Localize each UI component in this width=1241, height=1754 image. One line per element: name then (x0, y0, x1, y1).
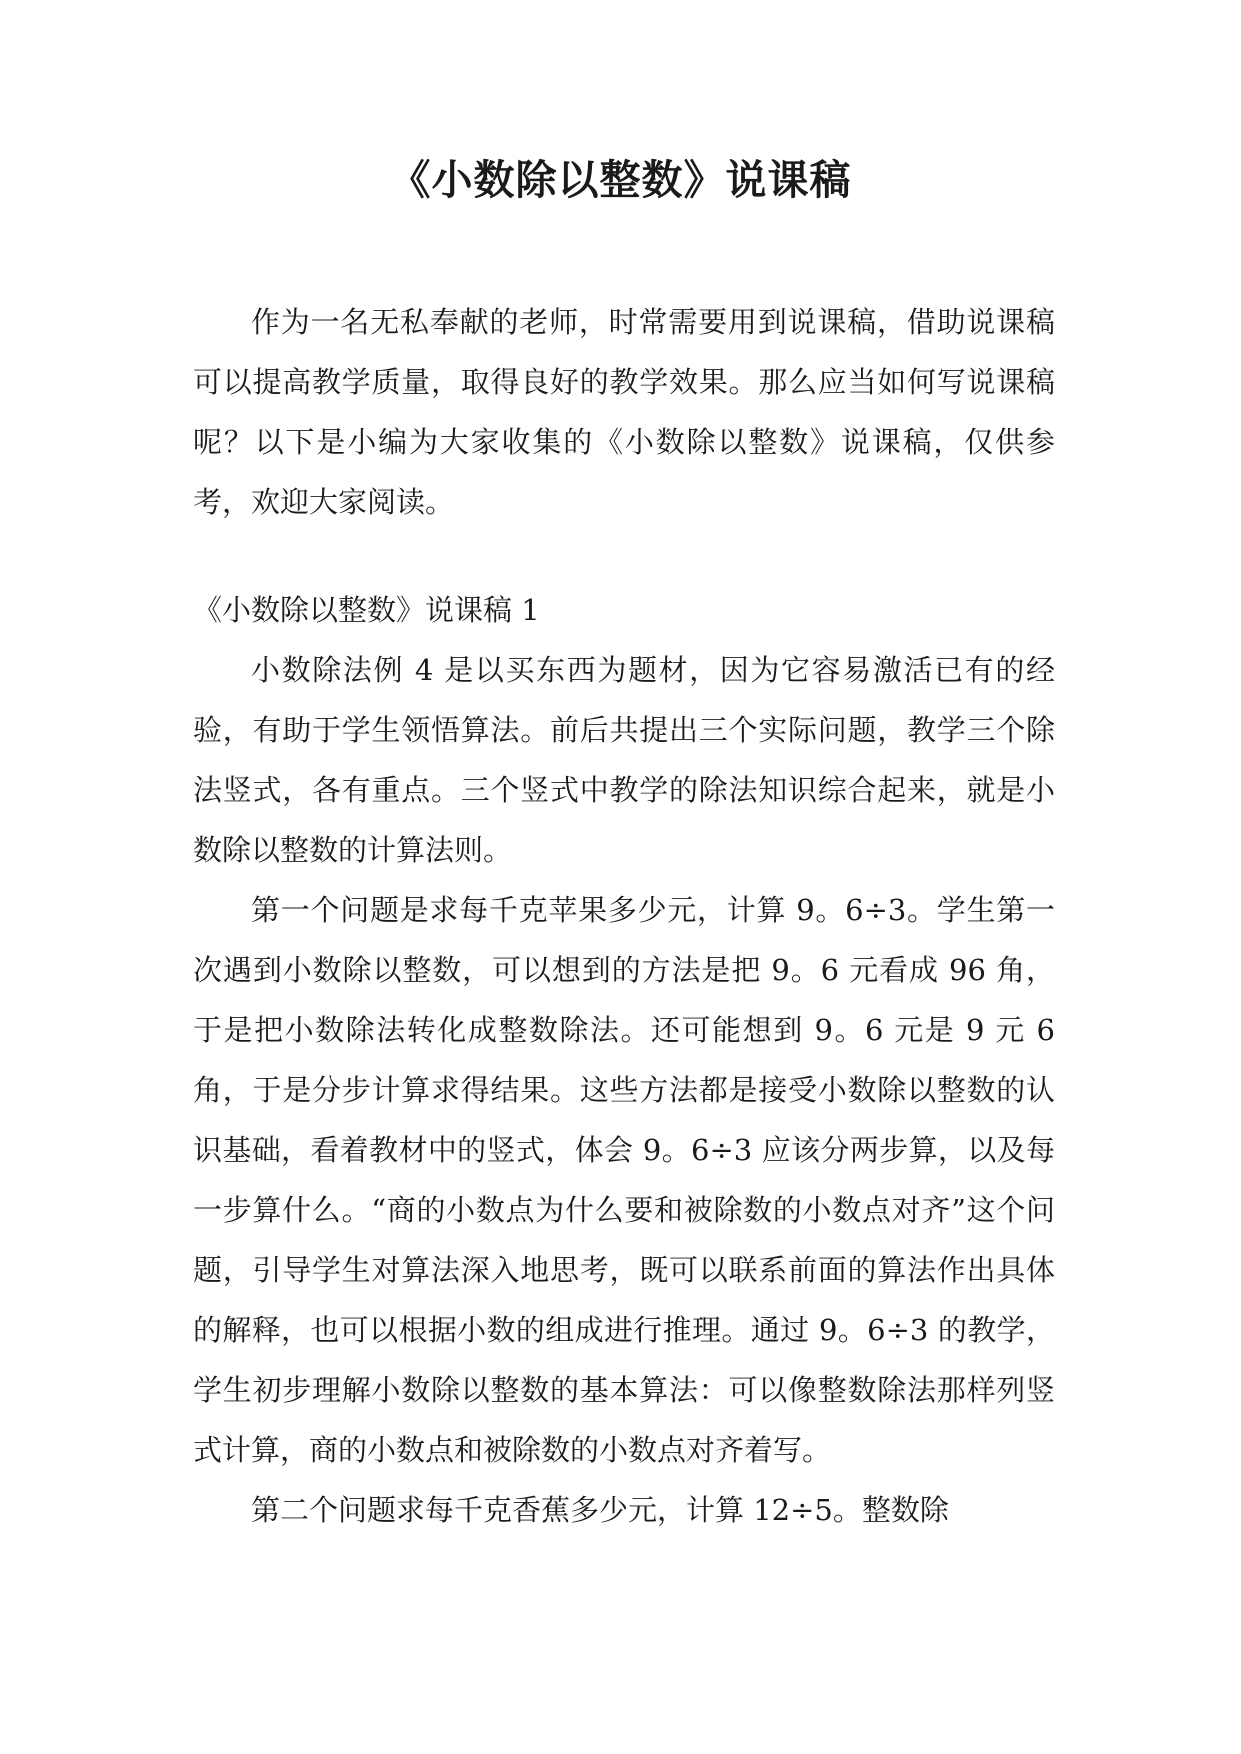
body-paragraph-1: 小数除法例 4 是以买东西为题材，因为它容易激活已有的经验，有助于学生领悟算法。前后共提出三个实际问题，教学三个除法竖式，各有重点。三个竖式中教学的除法知识综合起来，就是小数除以整数的计算法则。 (193, 653, 1055, 867)
document-title: 《小数除以整数》说课稿 (389, 156, 852, 204)
section-1 (193, 580, 1055, 1540)
intro-block (193, 292, 1055, 532)
intro-paragraph: 作为一名无私奉献的老师，时常需要用到说课稿，借助说课稿可以提高教学质量，取得良好的教学效果。那么应当如何写说课稿呢？以下是小编为大家收集的《小数除以整数》说课稿，仅供参考，欢迎大家阅读。 (193, 305, 1055, 519)
section-heading: 《小数除以整数》说课稿 1 (193, 593, 540, 627)
body-paragraph-2: 第一个问题是求每千克苹果多少元，计算 9。6÷3。学生第一次遇到小数除以整数，可以想到的方法是把 9。6 元看成 96 角，于是把小数除法转化成整数除法。还可能想到 9。6 元是 9 元 6 角，于是分步计算求得结果。这些方法都是接受小数除以整数的认识基础，看着教材中的竖式，体会 9。6÷3 应该分两步算，以及每一步算什么。“商的小数点为什么要和被除数的小数点对齐”这个问题，引导学生对算法深入地思考，既可以联系前面的算法作出具体的解释，也可以根据小数的组成进行推理。通过 9。6÷3 的教学，学生初步理解小数除以整数的基本算法：可以像整数除法那样列竖式计算，商的小数点和被除数的小数点对齐着写。 (193, 893, 1055, 1467)
body-paragraph-3: 第二个问题求每千克香蕉多少元，计算 12÷5。整数除 (251, 1493, 949, 1527)
